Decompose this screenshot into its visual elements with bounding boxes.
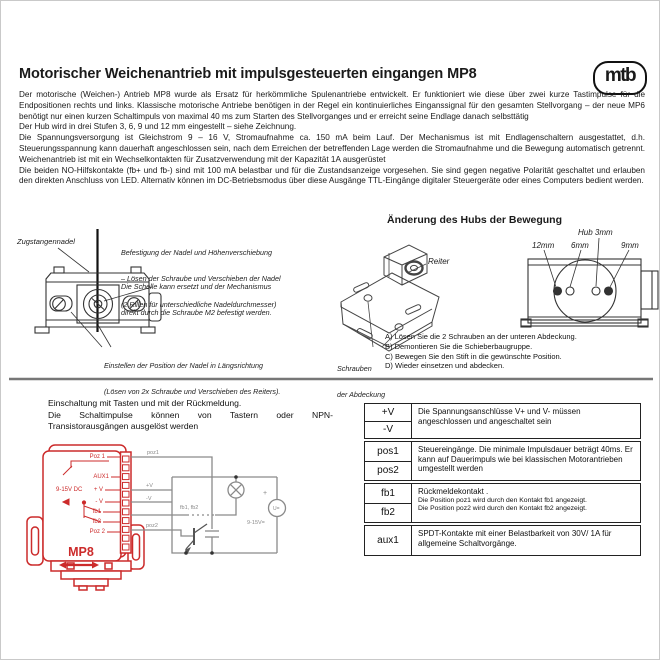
wire-label-plus-v: +V [146,483,153,489]
supply-range-label: 9-15V DC [56,487,83,493]
intro-text [19,90,645,187]
pin-label-poz2: Poz 2 [89,528,105,535]
source-symbol-label: U= [273,505,280,512]
table-desc-inputs: Steuereingänge. Die minimale Impulsdauer beträgt 40ms. Er kann auf Dauerimpuls wie bei klassischen Motorantrieben umgestellt werden [418,445,633,474]
wiring-caption: Einschaltung mit Tasten und mit der Rückmeldung. Die Schaltimpulse können von Tastern oder NPN- Transistorausgängen ausgelöst werden [48,398,333,432]
reiter-label: Reiter [428,257,450,266]
hub-step: C) Bewegen Sie den Stift in die gewünschte Position. [385,351,562,361]
source-range-label: 9-15V= [247,520,265,526]
note-needle-fastening: Befestigung der Nadel und Höhenverschiebung – Lösen der Schraube und Verschieben der Nadel (2 Rillen für unterschiedliche Nadeldurchmesser) [121,247,281,310]
table-label-aux1: aux1 [377,535,399,546]
table-row-inputs [364,441,641,481]
page-title: Motorischer Weichenantrieb mit impulsgesteuerten eingangen MP8 [19,66,477,82]
mtb-logo-text: mtb [604,65,636,86]
pin-label-fb2: fb2 [92,518,101,525]
intro-paragraph-3: Die Spannungsversorgung ist Gleichstrom 9 – 16 V, Stromaufnahme ca. 150 mA beim Lauf. Der Mechanismus ist mit Endlagenschaltern ausgestattet, d.h. Steuerungsspannung kann dauerhaft angeschlossen sein, nach dem Erreichen der betreffenden Lage werden die Stromaufnahme und die Bewegung automatisch getrennt. Weichenantrieb ist mit ein Wechselkontakten für Zusatzverwendung mit der Kapazität 1A ausgerüstet [19,133,645,164]
table-desc-feedback: Rückmeldekontakt . Die Position poz1 wird durch den Kontakt fb1 angezeigt. Die Position poz2 wird durch den Kontakt fb2 angezeigt. [418,487,587,512]
pin-label-plus-v: + V [93,486,103,493]
table-row-feedback [364,483,641,523]
intro-paragraph-2: Der Hub wird in drei Stufen 3, 6, 9 und 12 mm eingestellt – siehe Zeichnung. [19,122,297,132]
wire-label-fb: fb1, fb2 [180,505,199,511]
hub-step: B) Demontieren Sie die Schieberbaugruppe. [385,341,533,351]
needle-label: Zugstangennadel [17,237,75,246]
intro-paragraph-1: Der motorische (Weichen-) Antrieb MP8 wurde als Ersatz für herkömmliche Spulenantriebe entwickelt. Er funktioniert wie diese über zwei kurze Tastimpulse für die Endpositionen rechts und links. Klassische motorische Antriebe benötigen in der Regel ein kontinuierliches Einganssignal für den gesamten Stellvorgang – der neue MP6 benötigt nur einen kurzen Schaltimpuls von maximal 40 ms zum Starten des Stellvorganges und er erreicht seine Endlage danach selbsttätig [19,90,645,121]
device-name-label: MP8 [68,545,94,559]
wire-label-poz2: poz2 [146,523,158,529]
pin-label-aux1: AUX1 [93,473,109,480]
table-label-plus-v: +V [381,406,395,418]
table-label-fb1: fb1 [381,487,395,499]
table-desc-voltage: Die Spannungsanschlüsse V+ und V- müssen angeschlossen und angeschaltet sein [418,407,581,426]
hub-section-heading: Änderung des Hubs der Bewegung [387,214,563,226]
hub-3mm-label: Hub 3mm [578,228,613,237]
table-label-minus-v: -V [365,421,411,439]
table-row-aux [364,525,641,556]
source-plus-label: + [263,490,268,497]
pin-label-minus-v: - V [95,498,103,505]
wire-label-minus-v: -V [146,495,152,502]
hub-step: A) Lösen Sie die 2 Schrauben an der unteren Abdeckung. [385,332,577,341]
note-clamp: Die Schelle kann ersetzt und der Mechanismus direkt durch die Schraube M2 befestigt werden. [121,281,272,317]
table-row-voltage [364,403,641,439]
note-needle-position: Einstellen der Position der Nadel in Längsrichtung (Lösen von 2x Schraube und Verschieben des Reiters). [104,360,281,396]
table-desc-aux: SPDT-Kontakte mit einer Belastbarkeit von 30V/ 1A für allgemeine Schaltvorgänge. [418,529,612,548]
table-label-pos2: pos2 [365,461,411,481]
hub-step: D) Wieder einsetzen und abdecken. [385,361,505,371]
wiring-circuit [131,457,286,555]
hub-diagram [521,238,658,327]
hub-6mm-label: 6mm [571,241,589,250]
pin-label-fb1: fb1 [92,508,101,515]
hub-9mm-label: 9mm [621,241,639,250]
cover-screws-label: Schrauben der Abdeckung [337,363,386,399]
table-label-fb2: fb2 [365,503,411,523]
table-label-pos1: pos1 [377,445,399,457]
pin-label-poz1: Poz 1 [89,453,105,460]
mp8-device-drawing [27,445,144,590]
intro-paragraph-4: Die beiden NO-Hilfskontakte (fb+ und fb-) sind mit 100 mA belastbar und für die Zustandsanzeige vorgesehen. Sie sind gegen negative Polarität geschaltet und erlauben den direkten Anschluss von LED. Alternativ können im DC-Betriebsmodus über diese Ausgänge TTL-Eingänge digitaler Steuergeräte oder eines Computers bedient werden. [19,165,645,186]
wire-label-poz1: poz1 [147,450,159,456]
hub-12mm-label: 12mm [532,241,555,250]
hub-steps-list [385,332,577,371]
